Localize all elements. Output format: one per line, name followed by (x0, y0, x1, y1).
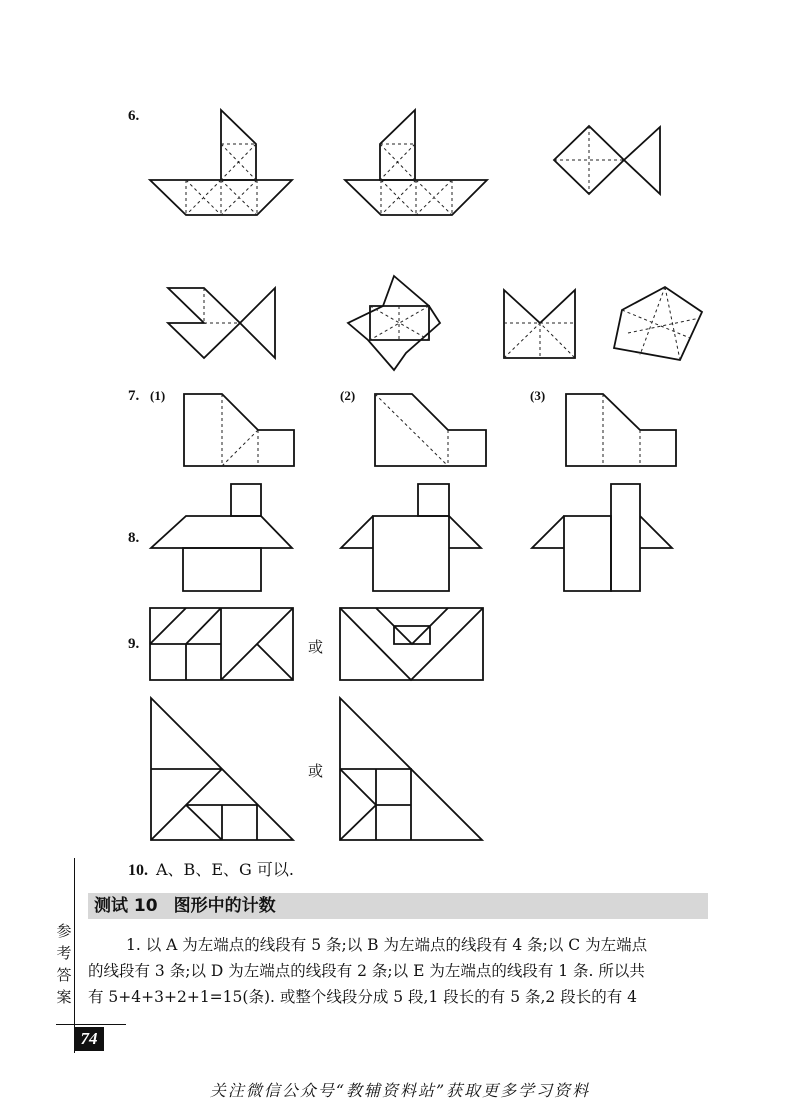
q9-triangle-2 (340, 698, 482, 840)
question-7-number: 7. (128, 388, 140, 404)
question-7-sub-3: (3) (530, 388, 546, 403)
question-10 (128, 857, 294, 880)
answer-paragraph (88, 932, 710, 1010)
question-7-sub-2: (2) (340, 388, 356, 403)
q6-gem (614, 287, 702, 360)
section-header (88, 893, 708, 919)
question-7-sub-1: (1) (150, 388, 166, 403)
q6-windmill (348, 276, 440, 370)
q9-rectangle-1 (150, 608, 293, 680)
q6-cat-head (504, 290, 575, 358)
q9-rectangle-2 (340, 608, 483, 680)
sidebar-char: 参 (56, 922, 72, 940)
question-8-number: 8. (128, 530, 140, 546)
q7-shape-3 (566, 394, 676, 466)
q9-triangle-1 (151, 698, 293, 840)
or-label-1: 或 (308, 638, 324, 656)
sidebar-rule (56, 1024, 126, 1025)
q6-sailboat-2 (345, 110, 487, 215)
question-10-text: A、B、E、G 可以. (156, 860, 294, 879)
q7-shape-2 (375, 394, 486, 466)
answer-line-1: 1. 以 A 为左端点的线段有 5 条;以 B 为左端点的线段有 4 条;以 C 为左端点 (126, 936, 648, 954)
q7-shape-1 (184, 394, 294, 466)
or-label-2: 或 (308, 762, 324, 780)
q8-house-3 (532, 484, 672, 591)
sidebar-char: 答 (56, 966, 72, 984)
answer-line-3: 有 5+4+3+2+1=15(条). 或整个线段分成 5 段,1 段长的有 5 条,2 段长的有 4 (88, 988, 637, 1006)
section-number: 测试 10 (94, 896, 158, 916)
q8-house-2 (341, 484, 481, 591)
q6-sailboat-1 (150, 110, 292, 215)
q6-fish-1 (554, 126, 660, 194)
q6-fish-2 (168, 288, 275, 358)
page-number: 74 (74, 1027, 104, 1051)
sidebar-label (56, 920, 72, 1008)
section-title: 图形中的计数 (173, 896, 276, 916)
answer-line-2: 的线段有 3 条;以 D 为左端点的线段有 2 条;以 E 为左端点的线段有 1 条. 所以共 (88, 962, 645, 980)
footer-note: 关注微信公众号“教辅资料站”获取更多学习资料 (209, 1081, 591, 1100)
question-9-number: 9. (128, 636, 140, 652)
question-10-number: 10. (128, 862, 148, 879)
sidebar-char: 案 (56, 988, 72, 1006)
sidebar-char: 考 (56, 944, 72, 962)
question-6-number: 6. (128, 108, 140, 124)
q8-house-1 (151, 484, 292, 591)
